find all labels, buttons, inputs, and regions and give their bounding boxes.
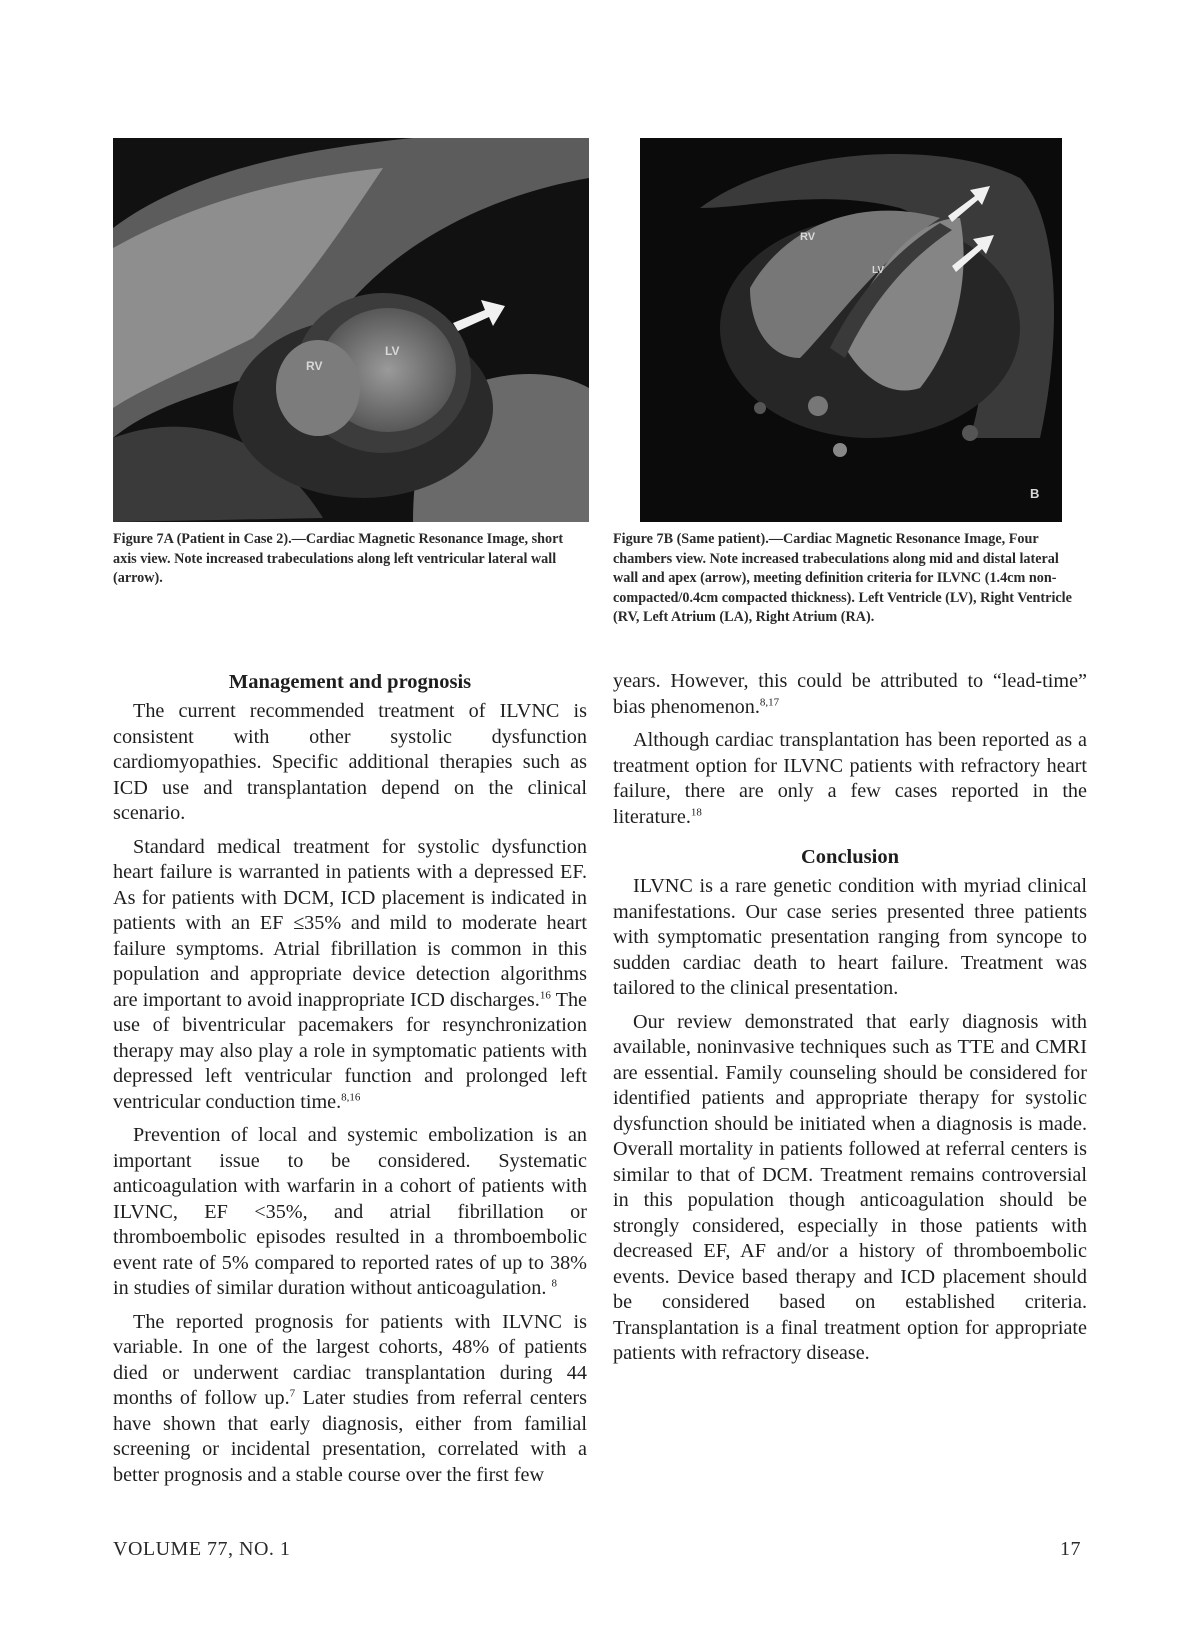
reference: 16 [539,988,551,1001]
figure-7a-image [113,138,589,522]
svg-text:RV [800,231,816,243]
paragraph: ILVNC is a rare genetic condition with myriad clinical manifestations. Our case series presented three patients with symptomatic presentation ranging from syncope to sudden cardiac death to heart failure. Treatment was tailored to the clinical presentation. [613,875,1087,999]
rv-label: RV [306,359,323,373]
reference: 8,16 [341,1090,361,1103]
figure-7b-caption: Figure 7B (Same patient).—Cardiac Magnetic Resonance Image, Four chambers view. Note increased trabeculations along mid and distal lateral wall and apex (arrow), meeting definition criteria for ILVNC (1.4cm non-compacted/0.4cm compacted thickness). Left Ventricle (LV), Right Ventricle (RV, Left Atrium (LA), Right Atrium (RA). [613,531,1072,625]
figure-7a-caption: Figure 7A (Patient in Case 2).—Cardiac Magnetic Resonance Image, short axis view. Note increased trabeculations along left ventricular lateral wall (arrow). [113,531,564,586]
paragraph: Our review demonstrated that early diagnosis with available, noninvasive techniques such as TTE and CMRI are essential. Family counseling should be considered for identified patients and appropriate therapy for systolic dysfunction should be initiated when a diagnosis is made. Overall mortality in patients followed at referral centers is similar to that of DCM. Treatment remains controversial in this population though anticoagulation should be strongly considered, especially in those patients with decreased EF, AF and/or a history of thromboembolic events. Device based therapy and ICD placement should be considered based on established criteria. Transplantation is a final treatment option for appropriate patients with refractory disease. [613,1010,1087,1364]
paragraph: The current recommended treatment of ILVNC is consistent with other systolic dysfunction cardiomyopathies. Specific additional therapies such as ICD use and transplantation depend on the clinical scenario. [113,700,587,824]
reference: 18 [690,805,702,818]
svg-text:LV [872,265,884,276]
reference: 7 [289,1387,296,1400]
paragraph: Prevention of local and systemic embolization is an important issue to be considered. Systematic anticoagulation with warfarin in a cohort of patients with ILVNC, EF <35%, and atrial fibrillation or thromboembolic episodes resulted in a thromboembolic event rate of 5% compared to reported rates of up to 38% in studies of similar duration without anticoagulation. $^8$ [113,1124,587,1299]
section-heading-management: Management and prognosis [228,671,472,693]
right-column [613,669,1087,1375]
paragraph: The reported prognosis for patients with ILVNC is variable. In one of the largest cohorts, 48% of patients died or underwent cardiac transplantation during 44 months of follow up.$^7$ Later studies from referral centers have shown that early diagnosis, either from familial screening or incidental presentation, correlated with a better prognosis and a stable course over the first few [113,1310,587,1486]
rv-label: RV [800,231,816,243]
svg-text:RV [306,359,322,373]
lv-label: LV [385,344,400,358]
svg-text:LV [385,344,399,358]
reference: 8,17 [759,695,780,708]
paragraph: Although cardiac transplantation has been reported as a treatment option for ILVNC patients with refractory heart failure, there are only a few cases reported in the literature.$^{18}$ [613,729,1087,828]
paragraph: years. However, this could be attributed to “lead-time” bias phenomenon.$^{8,17}$ [613,670,1087,718]
section-heading-conclusion: Conclusion [801,846,899,868]
svg-text:B [1030,486,1039,501]
page-number: 17 [1060,1538,1081,1560]
lv-label: LV [872,265,885,276]
left-column [113,669,587,1496]
footer-volume: VOLUME 77, NO. 1 [113,1538,291,1560]
figure-7b-image [640,138,1062,522]
reference: 8 [551,1277,557,1290]
panel-label: B [1030,486,1040,501]
paragraph: Standard medical treatment for systolic dysfunction heart failure is warranted in patients with a depressed EF. As for patients with DCM, ICD placement is indicated in patients with an EF ≤35% and mild to moderate heart failure symptoms. Atrial fibrillation is common in this population and appropriate device detection algorithms are important to avoid inappropriate ICD discharges.$^{16}$ The use of biventricular pacemakers for resynchronization therapy may also play a role in symptomatic patients with depressed left ventricular function and prolonged left ventricular conduction time.$^{8,16}$ [113,835,587,1113]
